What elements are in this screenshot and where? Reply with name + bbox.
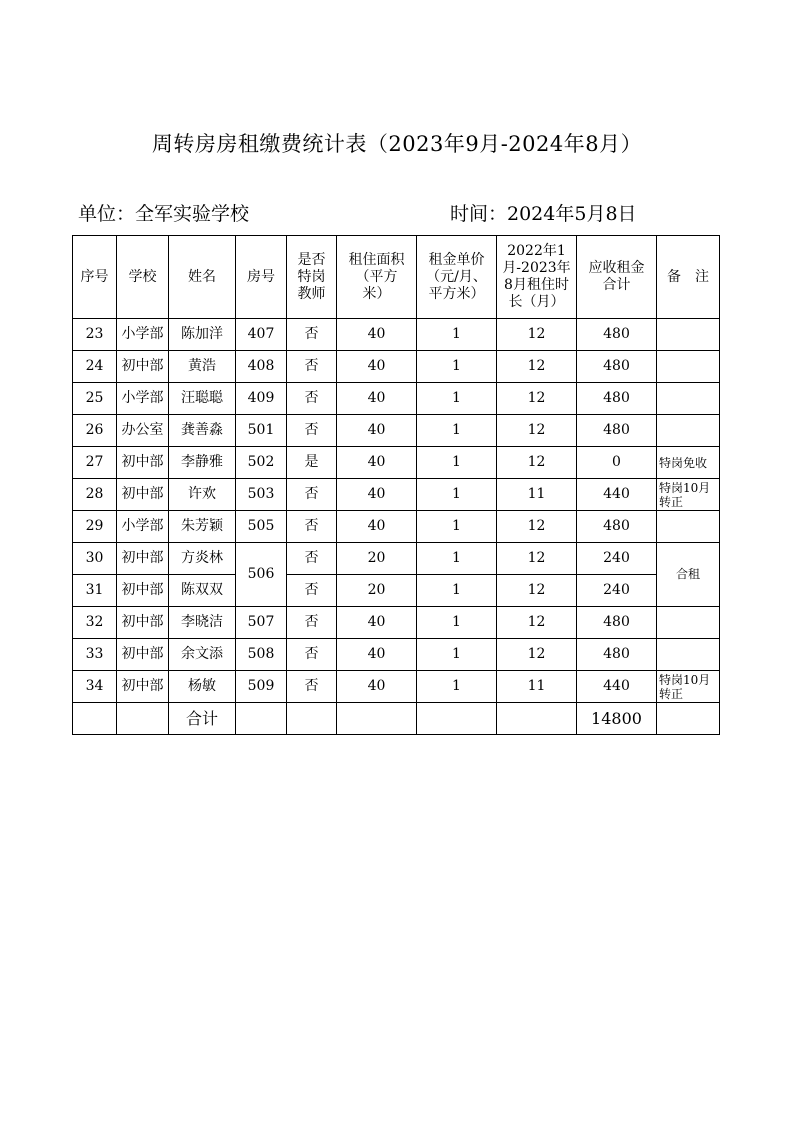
cell-months: 11 <box>497 479 577 511</box>
cell-room: 506 <box>236 543 287 607</box>
cell-school: 初中部 <box>117 607 169 639</box>
cell-amount: 240 <box>577 543 657 575</box>
cell-remark: 特岗免收 <box>657 447 720 479</box>
cell-months: 12 <box>497 639 577 671</box>
cell-school: 初中部 <box>117 479 169 511</box>
header-school: 学校 <box>117 236 169 319</box>
cell-price: 1 <box>417 415 497 447</box>
cell-months: 11 <box>497 671 577 703</box>
table-row <box>73 639 720 671</box>
header-price: 租金单价（元/月、平方米） <box>417 236 497 319</box>
cell-remark: 特岗10月转正 <box>657 671 720 703</box>
cell-name: 余文添 <box>169 639 236 671</box>
date-label: 时间：2024年5月8日 <box>450 203 637 225</box>
cell-remark <box>657 511 720 543</box>
cell-room: 509 <box>236 671 287 703</box>
table-row <box>73 415 720 447</box>
table-row <box>73 575 720 607</box>
cell-area: 20 <box>337 543 417 575</box>
empty-cell <box>73 703 117 735</box>
table-row <box>73 671 720 703</box>
cell-room: 501 <box>236 415 287 447</box>
cell-months: 12 <box>497 319 577 351</box>
cell-name: 杨敏 <box>169 671 236 703</box>
cell-amount: 480 <box>577 639 657 671</box>
table-row <box>73 511 720 543</box>
cell-area: 40 <box>337 511 417 543</box>
cell-school: 初中部 <box>117 447 169 479</box>
cell-seq: 29 <box>73 511 117 543</box>
table-row <box>73 383 720 415</box>
cell-remark <box>657 383 720 415</box>
cell-name: 黄浩 <box>169 351 236 383</box>
cell-special: 否 <box>287 543 337 575</box>
cell-room: 409 <box>236 383 287 415</box>
cell-room: 507 <box>236 607 287 639</box>
header-room: 房号 <box>236 236 287 319</box>
cell-seq: 34 <box>73 671 117 703</box>
cell-special: 否 <box>287 511 337 543</box>
cell-school: 小学部 <box>117 383 169 415</box>
cell-price: 1 <box>417 479 497 511</box>
cell-name: 陈加洋 <box>169 319 236 351</box>
cell-amount: 480 <box>577 607 657 639</box>
rent-table <box>72 235 720 735</box>
cell-area: 20 <box>337 575 417 607</box>
cell-name: 龚善淼 <box>169 415 236 447</box>
cell-amount: 480 <box>577 319 657 351</box>
cell-school: 办公室 <box>117 415 169 447</box>
table-row <box>73 543 720 575</box>
cell-name: 汪聪聪 <box>169 383 236 415</box>
cell-area: 40 <box>337 479 417 511</box>
cell-seq: 24 <box>73 351 117 383</box>
cell-room: 408 <box>236 351 287 383</box>
cell-remark <box>657 607 720 639</box>
cell-seq: 33 <box>73 639 117 671</box>
cell-name: 陈双双 <box>169 575 236 607</box>
page-title: 周转房房租缴费统计表（2023年9月-2024年8月） <box>151 132 643 156</box>
cell-price: 1 <box>417 319 497 351</box>
cell-special: 否 <box>287 479 337 511</box>
table-row <box>73 351 720 383</box>
cell-remark: 特岗10月转正 <box>657 479 720 511</box>
cell-area: 40 <box>337 319 417 351</box>
table-row <box>73 447 720 479</box>
empty-cell <box>117 703 169 735</box>
cell-price: 1 <box>417 447 497 479</box>
cell-area: 40 <box>337 671 417 703</box>
cell-school: 小学部 <box>117 319 169 351</box>
empty-cell <box>287 703 337 735</box>
cell-price: 1 <box>417 607 497 639</box>
cell-room: 503 <box>236 479 287 511</box>
header-seq: 序号 <box>73 236 117 319</box>
cell-price: 1 <box>417 383 497 415</box>
cell-months: 12 <box>497 383 577 415</box>
cell-name: 李晓洁 <box>169 607 236 639</box>
cell-price: 1 <box>417 639 497 671</box>
header-months: 2022年1月-2023年8月租住时长（月） <box>497 236 577 319</box>
cell-months: 12 <box>497 575 577 607</box>
total-row <box>73 703 720 735</box>
cell-seq: 31 <box>73 575 117 607</box>
cell-special: 否 <box>287 575 337 607</box>
cell-special: 否 <box>287 639 337 671</box>
cell-amount: 440 <box>577 479 657 511</box>
empty-cell <box>417 703 497 735</box>
cell-room: 508 <box>236 639 287 671</box>
cell-price: 1 <box>417 351 497 383</box>
cell-price: 1 <box>417 543 497 575</box>
cell-area: 40 <box>337 415 417 447</box>
cell-seq: 27 <box>73 447 117 479</box>
cell-name: 许欢 <box>169 479 236 511</box>
cell-seq: 30 <box>73 543 117 575</box>
cell-price: 1 <box>417 671 497 703</box>
cell-months: 12 <box>497 351 577 383</box>
cell-amount: 440 <box>577 671 657 703</box>
cell-special: 是 <box>287 447 337 479</box>
cell-price: 1 <box>417 511 497 543</box>
empty-cell <box>337 703 417 735</box>
cell-remark <box>657 319 720 351</box>
header-amount: 应收租金合计 <box>577 236 657 319</box>
header-remark: 备 注 <box>657 236 720 319</box>
cell-months: 12 <box>497 543 577 575</box>
cell-school: 初中部 <box>117 639 169 671</box>
cell-special: 否 <box>287 671 337 703</box>
cell-months: 12 <box>497 607 577 639</box>
total-label: 合计 <box>169 703 236 735</box>
cell-months: 12 <box>497 511 577 543</box>
header-name: 姓名 <box>169 236 236 319</box>
cell-price: 1 <box>417 575 497 607</box>
empty-cell <box>497 703 577 735</box>
cell-area: 40 <box>337 607 417 639</box>
cell-amount: 480 <box>577 383 657 415</box>
cell-school: 初中部 <box>117 575 169 607</box>
cell-amount: 480 <box>577 511 657 543</box>
cell-remark <box>657 415 720 447</box>
cell-remark: 合租 <box>657 543 720 607</box>
cell-seq: 32 <box>73 607 117 639</box>
cell-seq: 23 <box>73 319 117 351</box>
cell-room: 407 <box>236 319 287 351</box>
header-area: 租住面积（平方米） <box>337 236 417 319</box>
table-header-row <box>73 236 720 319</box>
cell-special: 否 <box>287 383 337 415</box>
cell-months: 12 <box>497 415 577 447</box>
cell-amount: 0 <box>577 447 657 479</box>
cell-seq: 26 <box>73 415 117 447</box>
cell-area: 40 <box>337 639 417 671</box>
cell-amount: 480 <box>577 351 657 383</box>
cell-amount: 480 <box>577 415 657 447</box>
cell-remark <box>657 351 720 383</box>
cell-name: 方炎林 <box>169 543 236 575</box>
cell-remark <box>657 639 720 671</box>
header-special: 是否特岗教师 <box>287 236 337 319</box>
cell-special: 否 <box>287 607 337 639</box>
table-row <box>73 319 720 351</box>
cell-special: 否 <box>287 351 337 383</box>
unit-label: 单位：全军实验学校 <box>78 203 250 225</box>
cell-room: 502 <box>236 447 287 479</box>
cell-name: 朱芳颖 <box>169 511 236 543</box>
cell-special: 否 <box>287 319 337 351</box>
cell-school: 初中部 <box>117 351 169 383</box>
cell-months: 12 <box>497 447 577 479</box>
cell-amount: 240 <box>577 575 657 607</box>
cell-seq: 28 <box>73 479 117 511</box>
empty-cell <box>236 703 287 735</box>
cell-special: 否 <box>287 415 337 447</box>
table-row <box>73 607 720 639</box>
cell-area: 40 <box>337 351 417 383</box>
cell-room: 505 <box>236 511 287 543</box>
cell-school: 小学部 <box>117 511 169 543</box>
table-row <box>73 479 720 511</box>
cell-name: 李静雅 <box>169 447 236 479</box>
cell-school: 初中部 <box>117 671 169 703</box>
cell-seq: 25 <box>73 383 117 415</box>
total-value: 14800 <box>577 703 657 735</box>
cell-school: 初中部 <box>117 543 169 575</box>
empty-cell <box>657 703 720 735</box>
cell-area: 40 <box>337 447 417 479</box>
cell-area: 40 <box>337 383 417 415</box>
